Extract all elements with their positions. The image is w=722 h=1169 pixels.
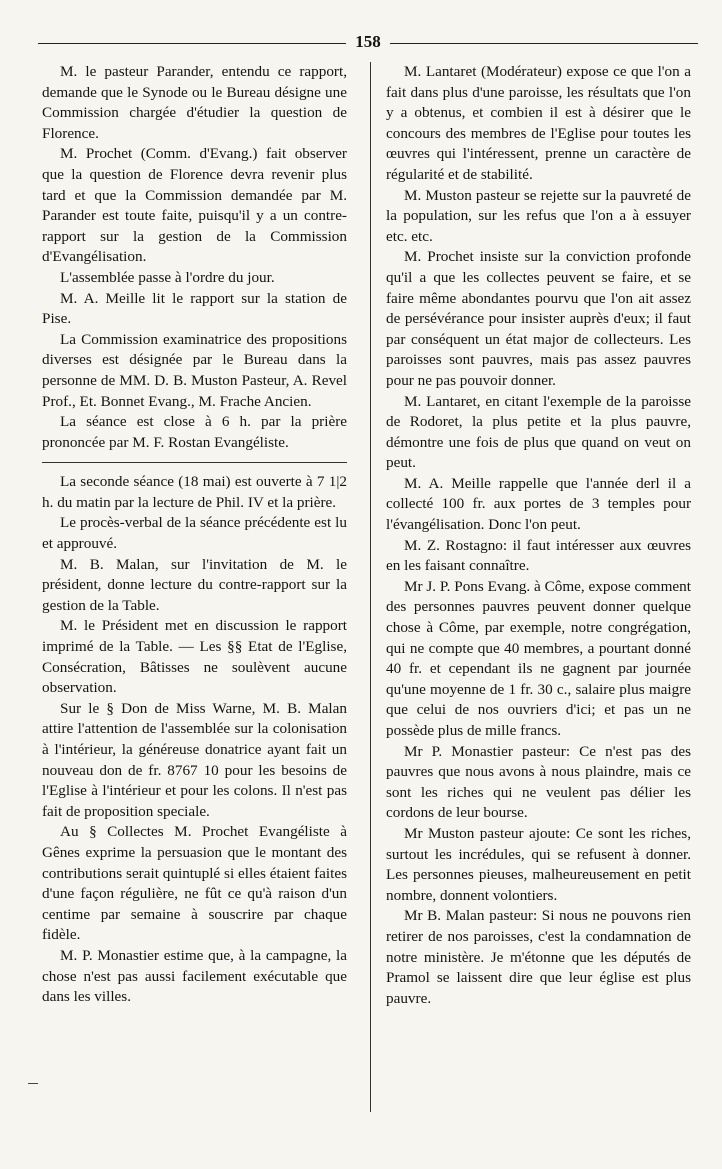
paragraph: Au § Collectes M. Prochet Evangéliste à Gênes exprime la persuasion que le montant des contributions serait quintuplé si elles étaient faites d'une façon régulière, ne fût ce qu'à raison d'un centime par semaine à souscrire par chaque fidèle. xyxy=(42,823,347,944)
paragraph: M. Muston pasteur se rejette sur la pauvreté de la population, sur les refus que l'on a à essuyer etc. etc. xyxy=(386,186,691,245)
paragraph: M. Prochet insiste sur la conviction profonde qu'il a que les collectes peuvent se faire, et se faire même abondantes pourvu que l'on ait assez de persévérance pour insister auprès d'eux; il faut par conséquent un état major de collecteurs. Les paroisses sont pauvres, mais pas assez pauvres pour ne pas pouvoir donner. xyxy=(386,248,691,389)
paragraph: M. B. Malan, sur l'invitation de M. le président, donne lecture du contre-rapport sur la gestion de la Table. xyxy=(42,555,347,614)
paragraph: Sur le § Don de Miss Warne, M. B. Malan attire l'attention de l'assemblée sur la colonisation à l'intérieur, la généreuse donatrice ayant fait un nouveau don de fr. 8767 10 pour les besoins de l'Eglise à l'intérieur et pour les colons. Il n'est pas fait de proposition speciale. xyxy=(42,699,347,820)
paragraph: L'assemblée passe à l'ordre du jour. xyxy=(60,268,275,286)
paragraph: M. A. Meille lit le rapport sur la station de Pise. xyxy=(42,289,347,328)
paragraph: Mr Muston pasteur ajoute: Ce sont les riches, surtout les incrédules, qui se refusent à donner. Les personnes pieuses, malheureusement en petit nombre, donnent volontiers. xyxy=(386,824,691,904)
column-divider xyxy=(370,62,371,1112)
paragraph: Mr B. Malan pasteur: Si nous ne pouvons rien retirer de nos paroisses, c'est la condamnation de notre ministère. Je m'étonne que les députés de Pramol se laissent dire que leur église est plus pauvre. xyxy=(386,907,691,1007)
paragraph: La seconde séance (18 mai) est ouverte à 7 1|2 h. du matin par la lecture de Phil. IV et la prière. xyxy=(42,473,347,511)
paragraph: La séance est close à 6 h. par la prière prononcée par M. F. Rostan Evangéliste. xyxy=(42,413,347,451)
paragraph: Mr J. P. Pons Evang. à Côme, expose comment des personnes pauvres peuvent donner quelque chose à Côme, par exemple, notre congrégation, qui ne compte que 40 membres, a pourtant donné 40 fr. et cependant ils ne gagnent par journée qu'une moyenne de 1 fr. 30 c., salaire plus maigre que celui de nos ouvriers d'ici; et pas un ne possède plus de mille francs. xyxy=(386,577,691,739)
paragraph: M. Lantaret (Modérateur) expose ce que l'on a fait dans plus d'une paroisse, les résultats que l'on y a obtenus, et combien il est à désirer que le concours des membres de l'Eglise pour toutes les œuvres qui l'intéressent, prenne un caractère de régularité et de stabilité. xyxy=(386,63,691,183)
paragraph: M. P. Monastier estime que, à la campagne, la chose n'est pas aussi facilement exécutable que dans les villes. xyxy=(42,946,347,1006)
paragraph: M. le pasteur Parander, entendu ce rapport, demande que le Synode ou le Bureau désigne une Commission chargée d'étudier la question de Florence. xyxy=(42,63,347,142)
paragraph: M. le Président met en discussion le rapport imprimé de la Table. — Les §§ Etat de l'Eglise, Consécration, Bâtisses ne soulèvent aucune observation. xyxy=(42,617,347,697)
header-rule-left xyxy=(38,43,346,44)
right-column xyxy=(386,62,691,1009)
paragraph: M. A. Meille rappelle que l'année derl il a collecté 100 fr. aux portes de 3 temples pour l'évangélisation. Donc l'on peut. xyxy=(386,474,691,534)
page-header xyxy=(38,32,698,54)
paragraph: La Commission examinatrice des propositions diverses est désignée par le Bureau dans la personne de MM. D. B. Muston Pasteur, A. Revel Prof., Et. Bonnet Evang., M. Frache Ancien. xyxy=(42,330,347,410)
section-divider xyxy=(42,462,347,463)
margin-mark xyxy=(28,1083,38,1084)
paragraph: M. Z. Rostagno: il faut intéresser aux œuvres en les faisant connaître. xyxy=(386,536,691,575)
paragraph: M. Prochet (Comm. d'Evang.) fait observer que la question de Florence devra revenir plus tard et que la Commission demandée par M. Parander est toute faite, puisqu'il y a un contre-rapport sur la gestion de la Commission d'Evangélisation. xyxy=(42,145,347,266)
paragraph: M. Lantaret, en citant l'exemple de la paroisse de Rodoret, la plus petite et la plus pauvre, démontre une fois de plus que quand on veut on peut. xyxy=(386,392,691,472)
header-rule-right xyxy=(390,43,698,44)
page-number: 158 xyxy=(355,32,381,51)
paragraph: Mr P. Monastier pasteur: Ce n'est pas des pauvres que nous avons à nous plaindre, mais ce sont les riches qui ne veulent pas délier les cordons de leur bourse. xyxy=(386,742,691,822)
left-column xyxy=(42,62,347,1008)
paragraph: Le procès-verbal de la séance précédente est lu et approuvé. xyxy=(42,514,347,553)
